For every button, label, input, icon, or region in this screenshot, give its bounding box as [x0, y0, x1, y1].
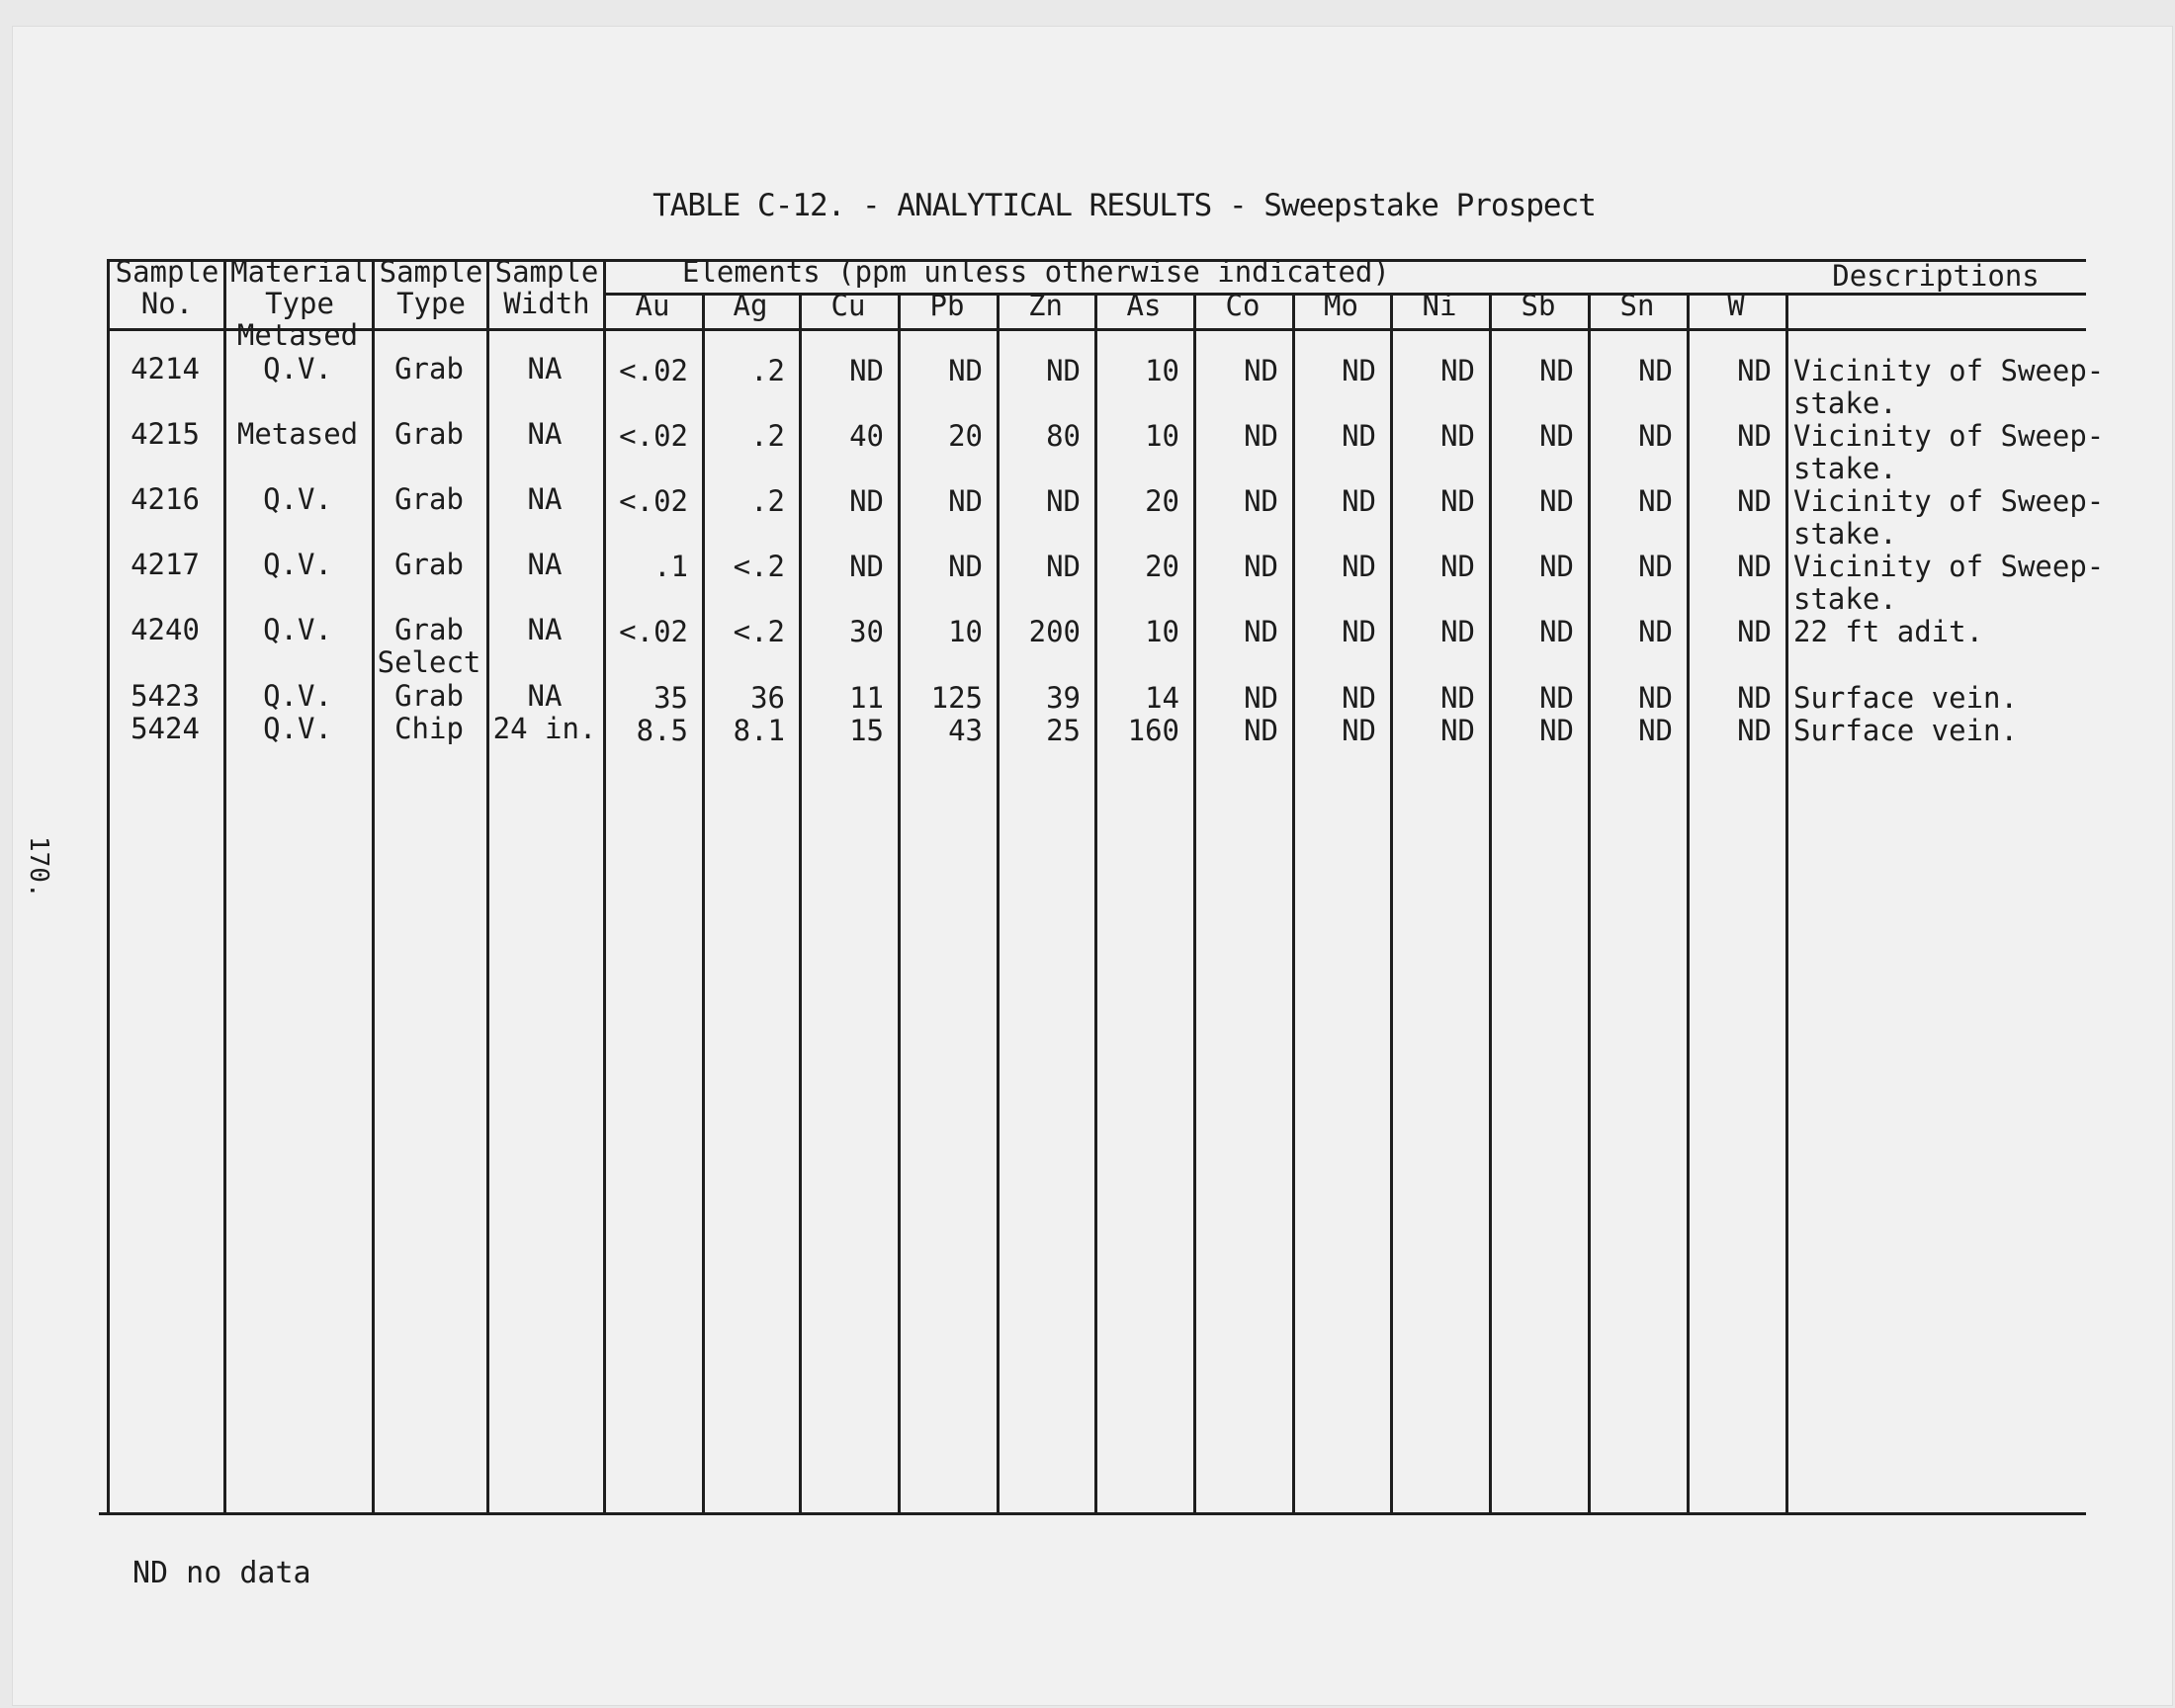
element-value-cell: 10 [1145, 354, 1179, 387]
element-value-cell: 10 [1145, 615, 1179, 648]
element-value-cell: .2 [750, 484, 785, 518]
element-header-zn: Zn [1028, 289, 1063, 322]
sample-width-header: Sample [494, 255, 599, 289]
element-value-cell: 20 [1145, 550, 1179, 583]
element-header-sb: Sb [1521, 289, 1556, 322]
element-value-cell: ND [849, 484, 884, 518]
element-value-cell: ND [1342, 615, 1376, 648]
element-value-cell: ND [1440, 354, 1475, 387]
sample-type-cell: Grab [394, 613, 464, 646]
element-value-cell: ND [948, 354, 983, 387]
element-value-cell: ND [1638, 484, 1673, 518]
element-header-ni: Ni [1422, 289, 1457, 322]
sample-no-cell: 5424 [130, 712, 200, 745]
sample-type-cell: Grab [394, 548, 464, 581]
element-value-cell: ND [1440, 615, 1475, 648]
element-value-cell: 10 [1145, 419, 1179, 453]
element-value-cell: <.02 [619, 484, 688, 518]
element-value-cell: ND [1539, 681, 1574, 715]
sample-width-cell: NA [527, 352, 563, 385]
element-value-cell: 14 [1145, 681, 1179, 715]
element-value-cell: 30 [849, 615, 884, 648]
sample-width-cell: NA [527, 482, 563, 516]
element-value-cell: ND [1638, 354, 1673, 387]
element-value-cell: ND [1638, 681, 1673, 715]
element-value-cell: ND [1440, 419, 1475, 453]
sample-no-cell: 4215 [130, 417, 200, 451]
description-cell: stake. [1793, 517, 1897, 551]
element-header-mo: Mo [1324, 289, 1358, 322]
element-value-cell: 36 [750, 681, 785, 715]
element-value-cell: ND [849, 354, 884, 387]
sample-type-header: Type [396, 287, 466, 320]
element-value-cell: ND [849, 550, 884, 583]
element-header-sn: Sn [1619, 289, 1655, 322]
element-value-cell: 20 [948, 419, 983, 453]
sample-type-cell: Grab [394, 352, 464, 385]
element-value-cell: ND [1244, 419, 1278, 453]
element-value-cell: ND [1244, 714, 1278, 747]
element-value-cell: 125 [930, 681, 983, 715]
material-type-cell: Q.V. [263, 712, 332, 745]
element-value-cell: ND [1342, 484, 1376, 518]
element-header-co: Co [1225, 289, 1261, 322]
element-value-cell: ND [1638, 550, 1673, 583]
element-header-as: As [1126, 289, 1162, 322]
description-cell: stake. [1793, 386, 1897, 420]
element-value-cell: 25 [1046, 714, 1081, 747]
element-value-cell: 15 [849, 714, 884, 747]
sample-type-cell: Select [377, 645, 481, 679]
element-value-cell: ND [1440, 484, 1475, 518]
element-value-cell: ND [1244, 354, 1278, 387]
description-cell: 22 ft adit. [1793, 615, 1984, 648]
description-cell: Vicinity of Sweep- [1793, 419, 2105, 453]
description-cell: Surface vein. [1793, 714, 2018, 747]
element-value-cell: 160 [1127, 714, 1179, 747]
sample-width-cell: NA [527, 679, 563, 713]
description-cell: Surface vein. [1793, 681, 2018, 715]
sample-width-header: Width [503, 287, 590, 320]
element-value-cell: 11 [849, 681, 884, 715]
sample-no-cell: 4217 [130, 548, 200, 581]
element-header-cu: Cu [830, 289, 866, 322]
element-value-cell: ND [1539, 714, 1574, 747]
element-value-cell: 35 [653, 681, 688, 715]
element-value-cell: ND [1539, 354, 1574, 387]
element-value-cell: ND [1440, 714, 1475, 747]
description-cell: Vicinity of Sweep- [1793, 550, 2105, 583]
element-value-cell: ND [948, 484, 983, 518]
element-value-cell: ND [1342, 354, 1376, 387]
element-value-cell: 43 [948, 714, 983, 747]
sample-width-cell: NA [527, 417, 563, 451]
element-value-cell: ND [1244, 484, 1278, 518]
element-value-cell: ND [1244, 681, 1278, 715]
element-value-cell: <.02 [619, 354, 688, 387]
page-number: 170. [24, 836, 53, 898]
material-type-cell: Q.V. [263, 548, 332, 581]
element-value-cell: ND [1737, 681, 1772, 715]
description-cell: stake. [1793, 452, 1897, 485]
element-value-cell: ND [1737, 354, 1772, 387]
material-type-cell: Metased [236, 417, 359, 451]
material-type-cell: Q.V. [263, 352, 332, 385]
element-value-cell: <.02 [619, 615, 688, 648]
element-value-cell: ND [1737, 714, 1772, 747]
element-value-cell: <.2 [733, 550, 785, 583]
material-type-cell: Q.V. [263, 482, 332, 516]
sample-type-header: Sample [379, 255, 483, 289]
element-value-cell: ND [1737, 484, 1772, 518]
element-value-cell: ND [1342, 714, 1376, 747]
element-value-cell: 80 [1046, 419, 1081, 453]
element-value-cell: .1 [653, 550, 688, 583]
material-type-header: Material [230, 255, 369, 289]
sample-no-cell: 4240 [130, 613, 200, 646]
material-type-cell: Q.V. [263, 613, 332, 646]
sample-no-cell: 4216 [130, 482, 200, 516]
element-value-cell: ND [1737, 550, 1772, 583]
element-value-cell: 8.5 [636, 714, 688, 747]
element-value-cell: ND [1244, 615, 1278, 648]
element-value-cell: ND [1539, 484, 1574, 518]
sample-type-cell: Grab [394, 417, 464, 451]
description-cell: Vicinity of Sweep- [1793, 354, 2105, 387]
sample-type-cell: Chip [394, 712, 464, 745]
material-type-header: Type [265, 287, 334, 320]
element-value-cell: ND [1244, 550, 1278, 583]
element-value-cell: .2 [750, 419, 785, 453]
element-value-cell: ND [1440, 550, 1475, 583]
element-value-cell: 40 [849, 419, 884, 453]
element-value-cell: ND [1046, 354, 1081, 387]
element-value-cell: ND [1440, 681, 1475, 715]
element-header-ag: Ag [733, 289, 768, 322]
sample-no-header: No. [140, 287, 194, 320]
element-value-cell: ND [1638, 714, 1673, 747]
element-value-cell: ND [1737, 615, 1772, 648]
description-cell: Vicinity of Sweep- [1793, 484, 2105, 518]
element-value-cell: ND [1539, 615, 1574, 648]
table-title: TABLE C-12. - ANALYTICAL RESULTS - Sweepstake Prospect [652, 188, 1596, 223]
element-value-cell: 200 [1028, 615, 1081, 648]
element-value-cell: ND [1638, 615, 1673, 648]
elements-group-header: Elements (ppm unless otherwise indicated) [682, 255, 1390, 289]
element-value-cell: ND [1737, 419, 1772, 453]
sample-width-cell: 24 in. [492, 712, 597, 745]
sample-type-cell: Grab [394, 482, 464, 516]
description-cell: stake. [1793, 582, 1897, 616]
element-value-cell: 20 [1145, 484, 1179, 518]
element-value-cell: ND [1342, 419, 1376, 453]
material-type-cell: Q.V. [263, 679, 332, 713]
element-value-cell: ND [948, 550, 983, 583]
element-value-cell: 39 [1046, 681, 1081, 715]
descriptions-header: Descriptions [1832, 259, 2040, 293]
element-value-cell: <.02 [619, 419, 688, 453]
element-value-cell: 10 [948, 615, 983, 648]
element-value-cell: ND [1342, 550, 1376, 583]
element-value-cell: ND [1342, 681, 1376, 715]
element-value-cell: ND [1046, 484, 1081, 518]
element-value-cell: ND [1046, 550, 1081, 583]
sample-type-cell: Grab [394, 679, 464, 713]
element-value-cell: ND [1539, 550, 1574, 583]
sample-width-cell: NA [527, 548, 563, 581]
footnote: ND no data [132, 1556, 311, 1590]
table-bottom-rule [99, 1512, 2086, 1515]
sample-no-header: Sample [115, 255, 219, 289]
element-value-cell: ND [1539, 419, 1574, 453]
element-value-cell: .2 [750, 354, 785, 387]
element-header-pb: Pb [929, 289, 965, 322]
sample-width-cell: NA [527, 613, 563, 646]
material-type-cell: Metased [236, 318, 359, 352]
element-header-w: W [1727, 289, 1745, 322]
element-header-au: Au [635, 289, 670, 322]
element-value-cell: 8.1 [733, 714, 785, 747]
sample-no-cell: 4214 [130, 352, 200, 385]
element-value-cell: <.2 [733, 615, 785, 648]
sample-no-cell: 5423 [130, 679, 200, 713]
element-value-cell: ND [1638, 419, 1673, 453]
document-page [12, 26, 2173, 1706]
